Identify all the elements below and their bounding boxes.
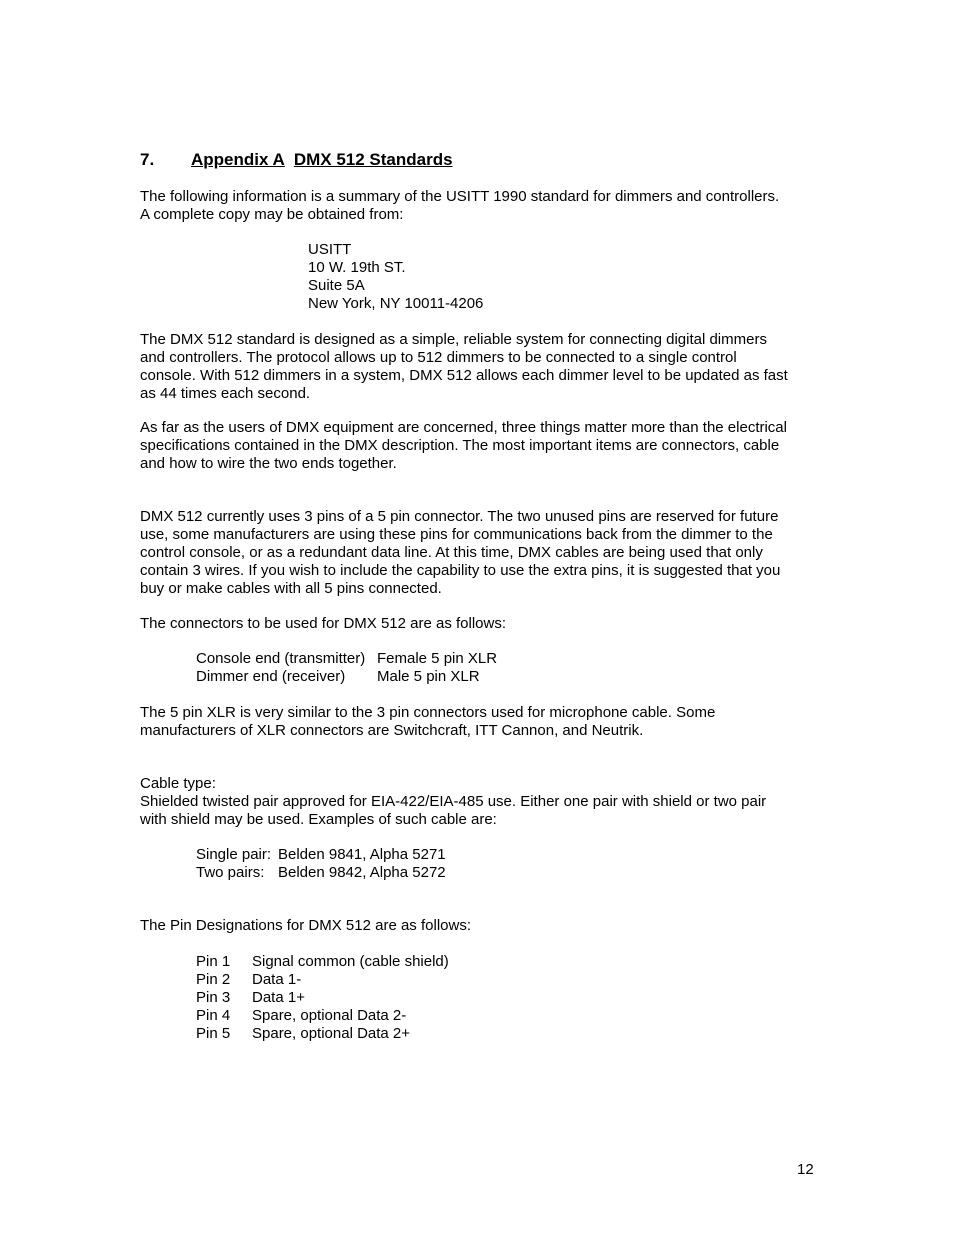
cable-type-paragraph: Cable type: Shielded twisted pair approved for EIA-422/EIA-485 use. Either one pair with shield or two pair with shield may be used. Examples of such cable are: — [140, 775, 820, 829]
cable-type-label: Cable type: — [140, 775, 216, 792]
xlr-paragraph: The 5 pin XLR is very similar to the 3 pin connectors used for microphone cable. Some manufacturers of XLR connectors are Switchcraft, ITT Cannon, and Neutrik. — [140, 704, 716, 739]
list-item: Pin 2 Data 1- — [196, 971, 302, 988]
page-number: 12 — [797, 1161, 814, 1178]
list-item: Pin 1 Signal common (cable shield) — [196, 953, 449, 970]
users-paragraph: As far as the users of DMX equipment are concerned, three things matter more than the electrical specifications contained in the DMX description. The most important items are connectors, cable and how to wire the two ends together. — [140, 419, 787, 472]
section-title-subject: DMX 512 Standards — [293, 150, 453, 169]
intro-paragraph: The following information is a summary of the USITT 1990 standard for dimmers and controllers. A complete copy may be obtained from: — [140, 188, 780, 223]
list-item: Console end (transmitter) Female 5 pin XLR — [196, 650, 498, 667]
list-item: Pin 5 Spare, optional Data 2+ — [196, 1025, 411, 1042]
standard-paragraph: The DMX 512 standard is designed as a simple, reliable system for connecting digital dimmers and controllers. The protocol allows up to 512 dimmers to be connected to a single control console. With 512 dimmers in a system, DMX 512 allows each dimmer level to be updated as fast as 44 times each second. — [140, 331, 788, 402]
connectors-intro: The connectors to be used for DMX 512 are as follows: — [140, 615, 507, 632]
section-number: 7. — [140, 150, 155, 169]
connector-list — [196, 650, 497, 686]
pins-paragraph: DMX 512 currently uses 3 pins of a 5 pin connector. The two unused pins are reserved for future use, some manufacturers are using these pins for communications back from the dimmer to the control console, or as a redundant data line. At this time, DMX cables are being used that only contain 3 wires. If you wish to include the capability to use the extra pins, it is suggested that you buy or make cables with all 5 pins connected. — [140, 508, 781, 597]
list-item: Pin 3 Data 1+ — [196, 989, 305, 1006]
cable-example-list — [196, 846, 446, 882]
list-item: Single pair: Belden 9841, Alpha 5271 — [196, 846, 446, 863]
usitt-address: USITT 10 W. 19th ST. Suite 5A New York, NY 10011-4206 — [308, 241, 484, 312]
pin-designation-list — [196, 953, 449, 1043]
section-heading — [140, 150, 453, 170]
list-item: Dimmer end (receiver) Male 5 pin XLR — [196, 668, 480, 685]
section-title-appendix: Appendix A — [191, 150, 285, 169]
list-item: Pin 4 Spare, optional Data 2- — [196, 1007, 407, 1024]
pin-designations-intro: The Pin Designations for DMX 512 are as follows: — [140, 917, 471, 934]
list-item: Two pairs: Belden 9842, Alpha 5272 — [196, 864, 446, 881]
